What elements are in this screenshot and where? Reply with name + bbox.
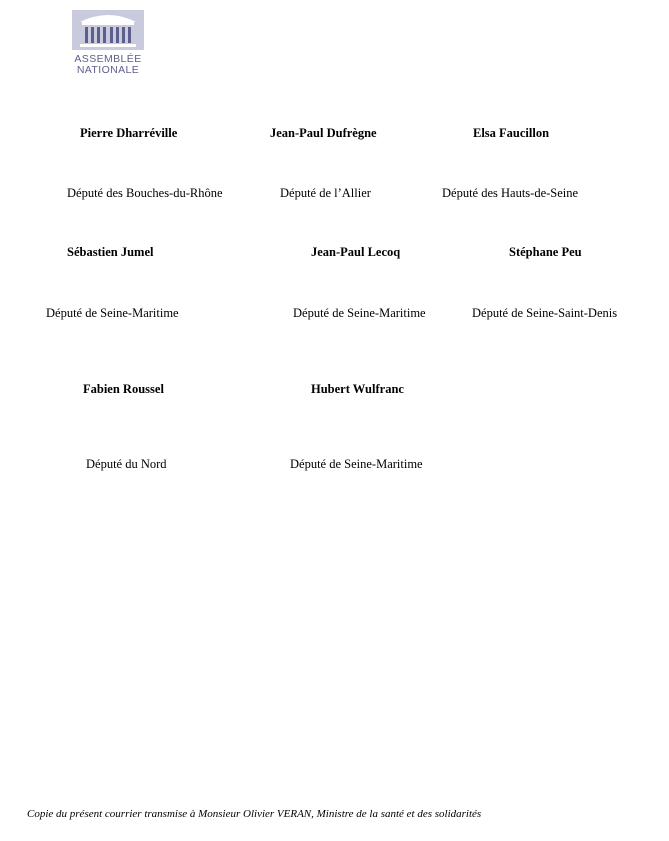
- signatory-name: Stéphane Peu: [509, 245, 582, 259]
- copy-note: Copie du présent courrier transmise à Monsieur Olivier VERAN, Ministre de la santé et des solidarités: [27, 808, 482, 820]
- signatory-constituency: Député du Nord: [86, 457, 167, 471]
- signatory-constituency: Député de Seine-Maritime: [290, 457, 423, 471]
- signatory-constituency: Député des Hauts-de-Seine: [442, 186, 579, 200]
- signatory-name: Sébastien Jumel: [67, 245, 154, 259]
- signatory-name: Jean-Paul Lecoq: [311, 245, 401, 259]
- assemblee-nationale-logo: [71, 10, 145, 78]
- logo-text-line2: NATIONALE: [76, 64, 140, 76]
- signatory-name: Fabien Roussel: [83, 382, 164, 396]
- signatory-constituency: Député de l’Allier: [280, 186, 371, 200]
- signatory-name: Elsa Faucillon: [473, 126, 550, 140]
- parliament-building-icon: [72, 10, 144, 50]
- signatory-constituency: Député de Seine-Saint-Denis: [472, 306, 618, 320]
- signatory-constituency: Député de Seine-Maritime: [46, 306, 179, 320]
- signatory-name: Pierre Dharréville: [80, 126, 178, 140]
- signatory-name: Jean-Paul Dufrègne: [270, 126, 377, 140]
- logo-text-line1: ASSEMBLÉE: [74, 53, 142, 65]
- signatory-name: Hubert Wulfranc: [311, 382, 404, 396]
- signatory-constituency: Député de Seine-Maritime: [293, 306, 426, 320]
- signatory-constituency: Député des Bouches-du-Rhône: [67, 186, 223, 200]
